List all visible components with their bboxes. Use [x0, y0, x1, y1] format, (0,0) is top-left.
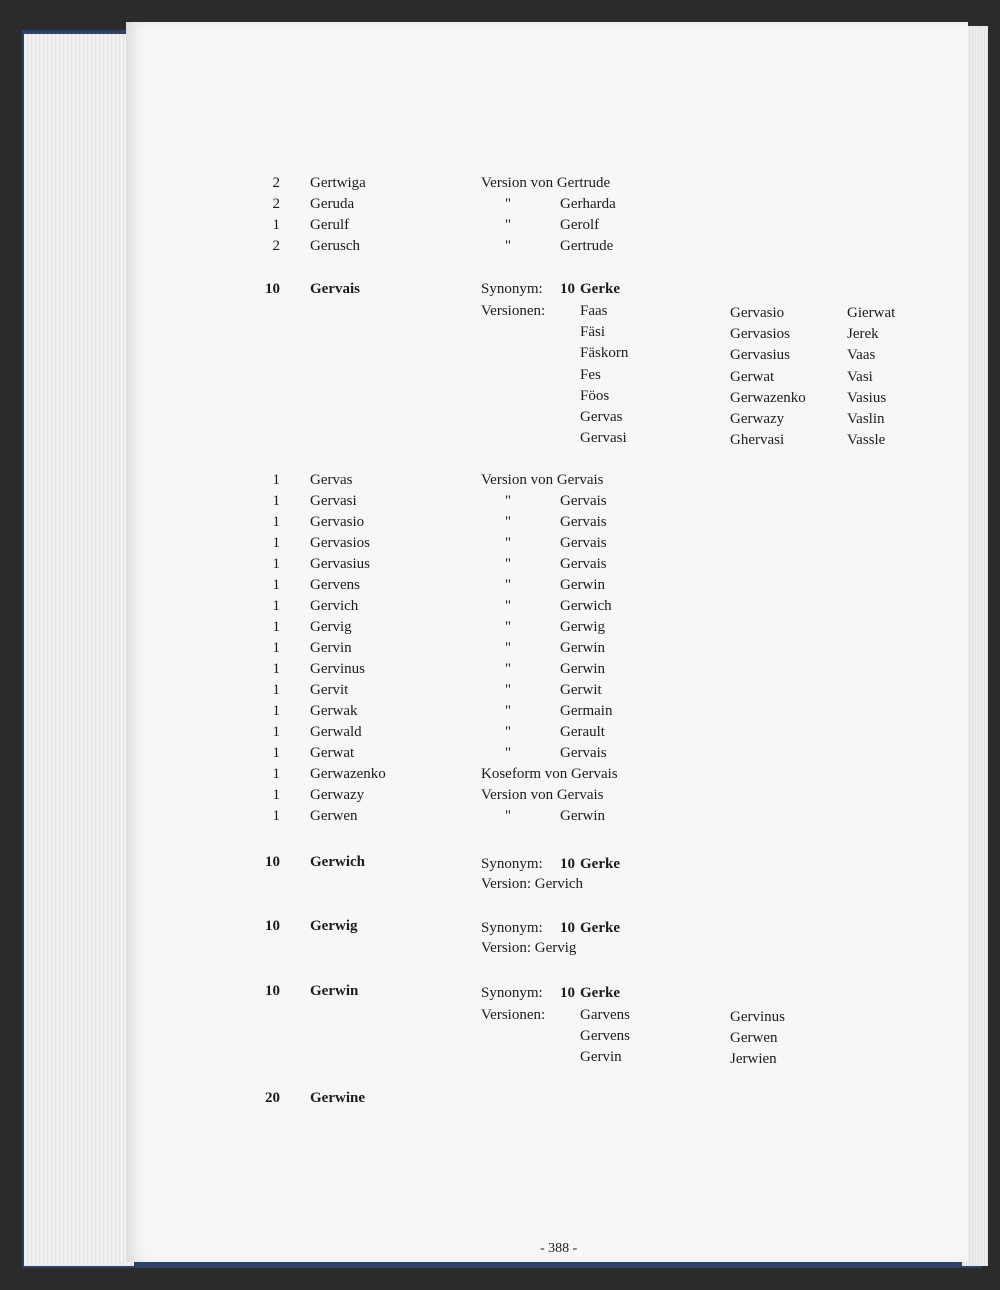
version-name: Gerwen — [730, 1030, 778, 1047]
entry-count: 10 — [265, 281, 280, 297]
version-line: Version: Gervich — [481, 876, 584, 892]
entry-name: Gerwat — [310, 745, 355, 761]
entry-count: 1 — [272, 556, 280, 572]
version-name: Ghervasi — [730, 432, 785, 449]
entry-reference: Gerwin — [560, 661, 605, 677]
version-name: Vasi — [847, 368, 873, 385]
entry-name: Gerwin — [310, 983, 359, 999]
entry-reference: Gerwin — [560, 808, 605, 824]
entry-reference: Gerault — [560, 724, 605, 740]
entry-count: 2 — [272, 238, 280, 254]
entry-name: Gerwen — [310, 808, 358, 824]
synonym-name: Gerke — [580, 281, 620, 297]
synonym-name: Gerke — [580, 856, 620, 872]
entry-count: 1 — [272, 808, 280, 824]
entry-reference: Gerwin — [560, 577, 605, 593]
entry-name: Gervig — [310, 619, 352, 635]
ditto-mark: " — [505, 196, 512, 212]
entry-count: 1 — [272, 493, 280, 509]
entry-count: 1 — [272, 703, 280, 719]
entry-reference: Gertrude — [560, 238, 614, 254]
entry-name: Gervin — [310, 640, 352, 656]
version-name: Gervasios — [730, 326, 790, 343]
version-name: Gervens — [580, 1028, 630, 1045]
entry-name: Gerwig — [310, 918, 358, 934]
entry-name: Gertwiga — [310, 175, 366, 191]
synonym-name: Gerke — [580, 985, 620, 1001]
entry-name: Gerwazenko — [310, 766, 386, 782]
entry-count: 2 — [272, 196, 280, 212]
entry-count: 1 — [272, 766, 280, 782]
version-name: Faas — [580, 303, 608, 319]
synonym-label: Synonym: — [481, 856, 543, 872]
version-name: Gerwat — [730, 368, 775, 385]
entry-reference: Gervais — [560, 556, 607, 572]
version-name: Gerwazy — [730, 411, 785, 427]
ditto-mark: " — [505, 682, 512, 698]
entry-count: 20 — [265, 1090, 280, 1106]
entry-name: Geruda — [310, 196, 355, 212]
entry-reference: Gervais — [560, 535, 607, 551]
entry-name: Gervais — [310, 281, 360, 297]
entry-reference: Gerharda — [560, 196, 616, 212]
version-name: Gierwat — [847, 305, 896, 321]
version-name: Föos — [580, 387, 610, 404]
entry-count: 1 — [272, 787, 280, 803]
entry-count: 1 — [272, 724, 280, 740]
entry-name: Gervit — [310, 682, 349, 698]
entry-reference: Gerwit — [560, 682, 602, 698]
versions-label: Versionen: — [481, 1007, 546, 1023]
ditto-mark: " — [505, 535, 512, 551]
entry-reference: Germain — [560, 703, 613, 719]
entry-name: Gervich — [310, 598, 359, 614]
synonym-count: 10 — [560, 920, 575, 936]
ditto-mark: " — [505, 808, 512, 824]
ditto-mark: " — [505, 661, 512, 677]
ditto-mark: " — [505, 619, 512, 635]
entry-name: Gerwine — [310, 1090, 365, 1106]
version-name: Fäsi — [580, 324, 606, 341]
synonym-name: Gerke — [580, 920, 620, 936]
version-name: Garvens — [580, 1007, 630, 1023]
version-name: Jerwien — [730, 1051, 777, 1068]
version-name: Gervasio — [730, 305, 785, 321]
version-name: Vassle — [847, 432, 886, 449]
entry-name: Gervasio — [310, 514, 365, 530]
version-name: Gervasi — [580, 430, 627, 447]
ditto-mark: " — [505, 238, 512, 254]
version-name: Gervas — [580, 409, 623, 425]
ditto-mark: " — [505, 217, 512, 233]
entry-reference: Gerwin — [560, 640, 605, 656]
synonym-count: 10 — [560, 985, 575, 1001]
version-line: Version: Gervig — [481, 940, 577, 956]
ditto-mark: " — [505, 556, 512, 572]
entry-note: Version von Gervais — [481, 472, 604, 488]
entry-name: Gerusch — [310, 238, 360, 254]
entry-name: Gervinus — [310, 661, 365, 677]
ditto-mark: " — [505, 745, 512, 761]
synonym-label: Synonym: — [481, 985, 543, 1001]
version-name: Fäskorn — [580, 345, 629, 362]
page-stack-edge — [24, 34, 134, 1266]
version-name: Fes — [580, 366, 601, 383]
entry-reference: Gervais — [560, 493, 607, 509]
synonym-count: 10 — [560, 856, 575, 872]
entry-name: Gerwald — [310, 724, 362, 740]
entry-count: 1 — [272, 514, 280, 530]
synonym-label: Synonym: — [481, 281, 543, 297]
entry-count: 1 — [272, 217, 280, 233]
entry-reference: Gervais — [560, 514, 607, 530]
entry-note: Version von Gertrude — [481, 175, 611, 191]
ditto-mark: " — [505, 703, 512, 719]
version-name: Gervin — [580, 1049, 622, 1066]
entry-name: Gervasi — [310, 493, 357, 509]
entry-name: Gerwak — [310, 703, 358, 719]
entry-name: Gervas — [310, 472, 353, 488]
entry-name: Gerwich — [310, 854, 365, 870]
ditto-mark: " — [505, 724, 512, 740]
page-number: - 388 - — [540, 1241, 578, 1256]
entry-count: 1 — [272, 577, 280, 593]
entry-count: 10 — [265, 983, 280, 999]
entry-count: 1 — [272, 682, 280, 698]
entry-count: 10 — [265, 918, 280, 934]
ditto-mark: " — [505, 598, 512, 614]
version-name: Vasius — [847, 389, 887, 406]
entry-count: 1 — [272, 598, 280, 614]
entry-name: Gerulf — [310, 217, 350, 233]
version-name: Gervasius — [730, 347, 790, 364]
ditto-mark: " — [505, 493, 512, 509]
entry-name: Gervens — [310, 577, 360, 593]
entry-count: 1 — [272, 535, 280, 551]
ditto-mark: " — [505, 640, 512, 656]
version-name: Vaslin — [847, 411, 885, 427]
ditto-mark: " — [505, 514, 512, 530]
ditto-mark: " — [505, 577, 512, 593]
version-name: Gerwazenko — [730, 389, 806, 406]
synonym-count: 10 — [560, 281, 575, 297]
entry-reference: Gerolf — [560, 217, 600, 233]
entry-count: 1 — [272, 472, 280, 488]
entry-reference: Gervais — [560, 745, 607, 761]
entry-reference: Gerwich — [560, 598, 612, 614]
entry-count: 10 — [265, 854, 280, 870]
entry-name: Gerwazy — [310, 787, 365, 803]
entry-name: Gervasios — [310, 535, 370, 551]
version-name: Jerek — [847, 326, 879, 343]
synonym-label: Synonym: — [481, 920, 543, 936]
versions-label: Versionen: — [481, 303, 546, 319]
entry-count: 1 — [272, 640, 280, 656]
version-name: Gervinus — [730, 1009, 785, 1025]
entry-note: Version von Gervais — [481, 787, 604, 803]
entry-count: 1 — [272, 661, 280, 677]
entry-count: 1 — [272, 619, 280, 635]
version-name: Vaas — [847, 347, 876, 364]
entry-reference: Gerwig — [560, 619, 605, 635]
entry-count: 1 — [272, 745, 280, 761]
entry-count: 2 — [272, 175, 280, 191]
entry-note: Koseform von Gervais — [481, 766, 618, 782]
entry-name: Gervasius — [310, 556, 370, 572]
